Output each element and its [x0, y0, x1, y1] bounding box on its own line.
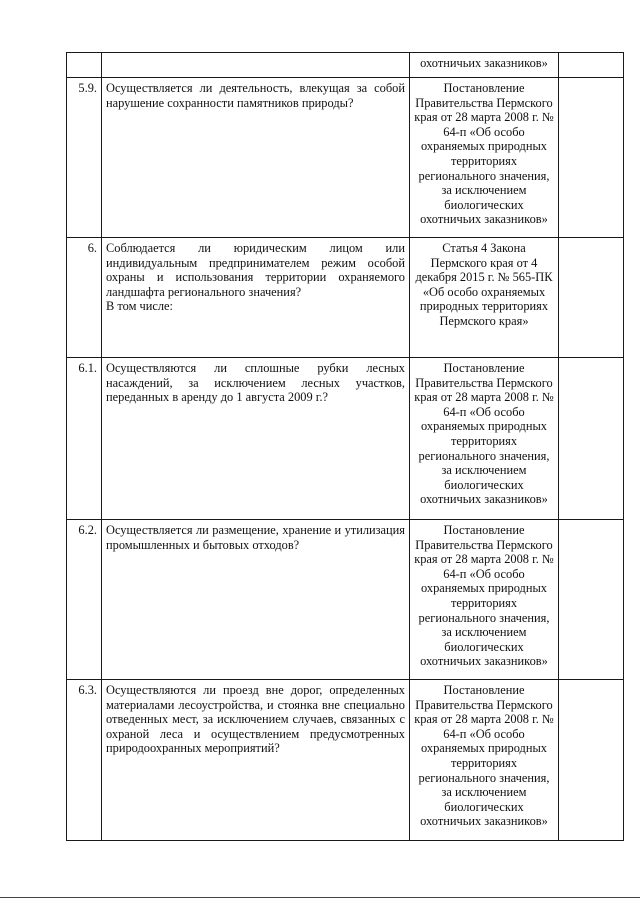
answer-cell [559, 238, 624, 358]
page-bottom-rule [0, 897, 640, 898]
table-row [67, 520, 624, 680]
legal-reference: Постановление Правительства Пермского края от 28 марта 2008 г. № 64-п «Об особо охраняемых природных территориях регионального значения, за исключением биологических охотничьих заказников» [410, 520, 559, 680]
legal-reference: Постановление Правительства Пермского края от 28 марта 2008 г. № 64-п «Об особо охраняемых природных территориях регионального значения, за исключением биологических охотничьих заказников» [410, 680, 559, 841]
answer-cell [559, 680, 624, 841]
table-row [67, 78, 624, 238]
answer-cell [559, 78, 624, 238]
checklist-table [66, 52, 624, 841]
requirement-question-note: В том числе: [106, 299, 173, 314]
requirement-question: Осуществляются ли сплошные рубки лесных насаждений, за исключением лесных участков, переданных в аренду до 1 августа 2009 г.? [102, 358, 410, 520]
legal-reference: Постановление Правительства Пермского края от 28 марта 2008 г. № 64-п «Об особо охраняемых природных территориях регионального значения, за исключением биологических охотничьих заказников» [410, 78, 559, 238]
requirement-question: Осуществляются ли проезд вне дорог, определенных материалами лесоустройства, и стоянка вне специально отведенных мест, за исключением случаев, связанных с охраной леса и осуществлением предусмотренных природоохранных мероприятий? [102, 680, 410, 841]
legal-reference: Статья 4 Закона Пермского края от 4 декабря 2015 г. № 565-ПК «Об особо охраняемых природных территориях Пермского края» [410, 238, 559, 358]
table-row [67, 238, 624, 358]
requirement-question [102, 53, 410, 78]
row-number: 6.2. [67, 520, 102, 680]
answer-cell [559, 520, 624, 680]
row-number [67, 53, 102, 78]
requirement-question: Осуществляется ли размещение, хранение и утилизация промышленных и бытовых отходов? [102, 520, 410, 680]
answer-cell [559, 358, 624, 520]
requirement-question-text: Соблюдается ли юридическим лицом или индивидуальным предпринимателем режим особой охраны и использования территории охраняемого ландшафта регионального значения? [106, 241, 405, 299]
row-number: 6. [67, 238, 102, 358]
table-row [67, 680, 624, 841]
requirement-question: Осуществляется ли деятельность, влекущая за собой нарушение сохранности памятников природы? [102, 78, 410, 238]
table-row [67, 358, 624, 520]
answer-cell [559, 53, 624, 78]
requirement-question [102, 238, 410, 358]
table-row [67, 53, 624, 78]
row-number: 6.3. [67, 680, 102, 841]
row-number: 5.9. [67, 78, 102, 238]
legal-reference: охотничьих заказников» [410, 53, 559, 78]
legal-reference: Постановление Правительства Пермского края от 28 марта 2008 г. № 64-п «Об особо охраняемых природных территориях регионального значения, за исключением биологических охотничьих заказников» [410, 358, 559, 520]
row-number: 6.1. [67, 358, 102, 520]
